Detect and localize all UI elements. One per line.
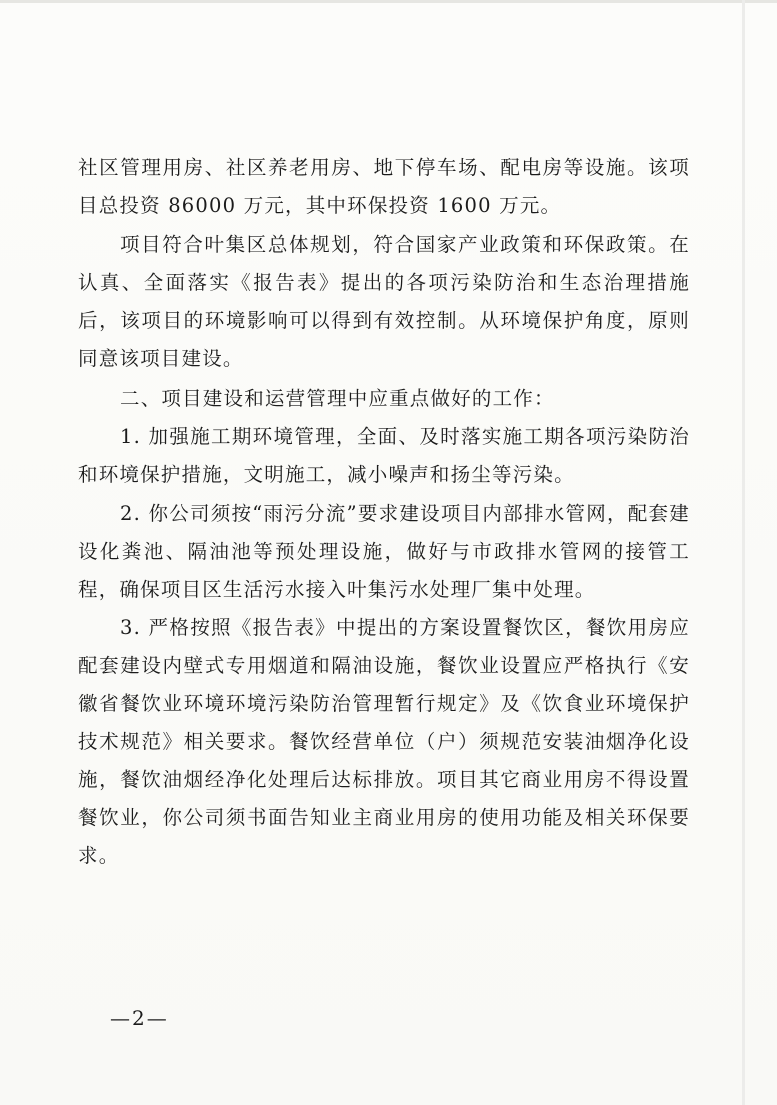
paragraph-approval-opinion: 项目符合叶集区总体规划，符合国家产业政策和环保政策。在认真、全面落实《报告表》提出的各项污染防治和生态治理措施后，该项目的环境影响可以得到有效控制。从环境保护角度，原则同意该项目建设。	[78, 233, 690, 370]
paragraph-project-investment: 社区管理用房、社区养老用房、地下停车场、配电房等设施。该项目总投资 86000 万元，其中环保投资 1600 万元。	[78, 156, 690, 217]
section-heading-key-work: 二、项目建设和运营管理中应重点做好的工作：	[120, 387, 555, 410]
paragraph-item-3-catering: 3. 严格按照《报告表》中提出的方案设置餐饮区，餐饮用房应配套建设内壁式专用烟道和隔油设施，餐饮业设置应严格执行《安徽省餐饮业环境环境污染防治管理暂行规定》及《饮食业环境保护技术规范》相关要求。餐饮经营单位（户）须规范安装油烟净化设施，餐饮油烟经净化处理后达标排放。项目其它商业用房不得设置餐饮业，你公司须书面告知业主商业用房的使用功能及相关环保要求。	[78, 616, 690, 867]
page-right-edge	[742, 0, 745, 1105]
paragraph-item-2-drainage: 2. 你公司须按“雨污分流”要求建设项目内部排水管网，配套建设化粪池、隔油池等预处理设施，做好与市政排水管网的接管工程，确保项目区生活污水接入叶集污水处理厂集中处理。	[78, 502, 690, 601]
page-number: —2—	[110, 1006, 169, 1030]
paragraph-item-1-construction-management: 1. 加强施工期环境管理，全面、及时落实施工期各项污染防治和环境保护措施，文明施工，减小噪声和扬尘等污染。	[78, 425, 690, 486]
page-top-edge	[0, 0, 777, 3]
